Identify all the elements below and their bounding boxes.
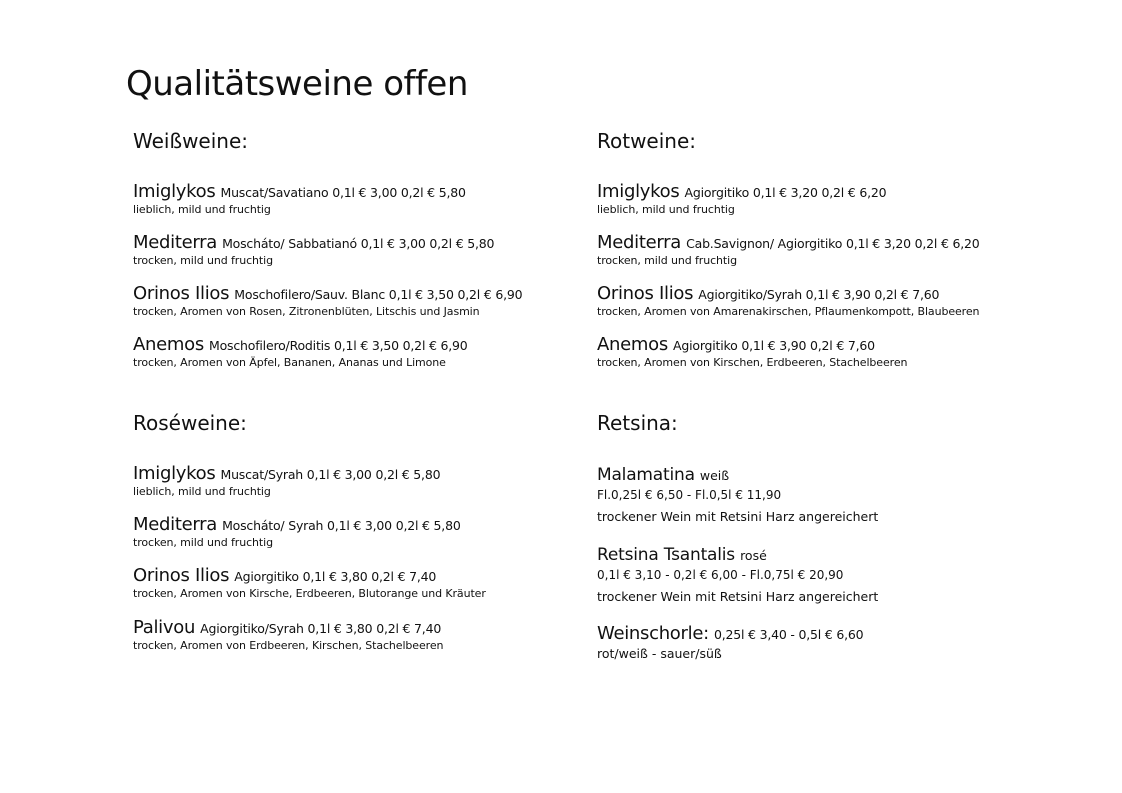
wine-entry [133,283,603,319]
wine-description: rot/weiß - sauer/süß [597,646,722,661]
wine-entry [597,283,1067,319]
wine-description: trocken, Aromen von Äpfel, Bananen, Ananas und Limone [133,356,446,369]
wine-type: weiß [699,468,730,483]
wine-name: Imiglykos [597,181,680,202]
wine-entry [133,565,603,601]
wine-entry [133,463,603,499]
wine-description: trockener Wein mit Retsini Harz angereichert [597,509,879,524]
wine-name: Mediterra [133,514,217,535]
wine-name: Orinos Ilios [133,283,230,304]
wine-entry [133,334,603,370]
wine-name: Orinos Ilios [597,283,694,304]
wine-name: Weinschorle: [597,623,709,644]
weinschorle-entry [597,623,1067,663]
wine-name: Imiglykos [133,181,216,202]
wine-description: trocken, Aromen von Rosen, Zitronenblüten, Litschis und Jasmin [133,305,480,318]
wine-description: trocken, Aromen von Kirsche, Erdbeeren, Blutorange und Kräuter [133,587,486,600]
wine-entry [597,181,1067,217]
wine-entry [133,232,603,268]
wine-name: Malamatina [597,465,695,485]
wine-details: Agiorgitiko 0,1l € 3,90 0,2l € 7,60 [673,338,875,353]
wine-name: Palivou [133,617,196,638]
wine-description: trocken, Aromen von Kirschen, Erdbeeren, Stachelbeeren [597,356,908,369]
wine-details: Moschofilero/Sauv. Blanc 0,1l € 3,50 0,2l € 6,90 [234,287,523,302]
wine-description: lieblich, mild und fruchtig [133,485,271,498]
section-title-white: Weißweine: [133,129,248,153]
wine-description: lieblich, mild und fruchtig [133,203,271,216]
wine-description: trocken, mild und fruchtig [133,536,273,549]
wine-entry [133,181,603,217]
wine-name: Anemos [133,334,204,355]
wine-name: Orinos Ilios [133,565,230,586]
wine-description: trocken, Aromen von Erdbeeren, Kirschen, Stachelbeeren [133,639,444,652]
wine-name: Mediterra [133,232,217,253]
wine-entry [133,617,603,653]
wine-description: trocken, Aromen von Amarenakirschen, Pflaumenkompott, Blaubeeren [597,305,980,318]
wine-name: Mediterra [597,232,681,253]
wine-details: Agiorgitiko 0,1l € 3,20 0,2l € 6,20 [684,185,887,200]
section-title-red: Rotweine: [597,129,697,153]
wine-entry [597,334,1067,370]
retsina-entry [597,464,1067,526]
wine-price: 0,1l € 3,10 - 0,2l € 6,00 - Fl.0,75l € 20,90 [597,568,844,582]
section-retsina [597,411,1067,671]
wine-details: Cab.Savignon/ Agiorgitiko 0,1l € 3,20 0,2l € 6,20 [686,236,980,251]
retsina-entry [597,544,1067,606]
wine-description: trocken, mild und fruchtig [597,254,737,267]
wine-details: Muscat/Savatiano 0,1l € 3,00 0,2l € 5,80 [220,185,466,200]
wine-details: Agiorgitiko 0,1l € 3,80 0,2l € 7,40 [234,569,437,584]
wine-details: Agiorgitiko/Syrah 0,1l € 3,90 0,2l € 7,60 [698,287,940,302]
section-title-rose: Roséweine: [133,411,247,435]
wine-name: Anemos [597,334,668,355]
wine-details: Agiorgitiko/Syrah 0,1l € 3,80 0,2l € 7,40 [200,621,442,636]
wine-name: Retsina Tsantalis [597,545,735,565]
wine-description: trockener Wein mit Retsini Harz angereichert [597,589,879,604]
wine-details: Moschofilero/Roditis 0,1l € 3,50 0,2l € 6,90 [209,338,468,353]
section-red-wines [597,129,1067,379]
wine-details: Moscháto/ Sabbatianó 0,1l € 3,00 0,2l € 5,80 [222,236,495,251]
wine-name: Imiglykos [133,463,216,484]
wine-description: lieblich, mild und fruchtig [597,203,735,216]
page-title: Qualitätsweine offen [126,64,468,104]
wine-price: 0,25l € 3,40 - 0,5l € 6,60 [713,627,864,642]
wine-entry [133,514,603,550]
wine-entry [597,232,1067,268]
wine-description: trocken, mild und fruchtig [133,254,273,267]
wine-price: Fl.0,25l € 6,50 - Fl.0,5l € 11,90 [597,488,782,502]
wine-type: rosé [740,548,767,563]
section-rose-wines [133,411,603,671]
section-white-wines [133,129,603,379]
wine-details: Moscháto/ Syrah 0,1l € 3,00 0,2l € 5,80 [222,518,461,533]
section-title-retsina: Retsina: [597,411,678,435]
wine-details: Muscat/Syrah 0,1l € 3,00 0,2l € 5,80 [220,467,441,482]
